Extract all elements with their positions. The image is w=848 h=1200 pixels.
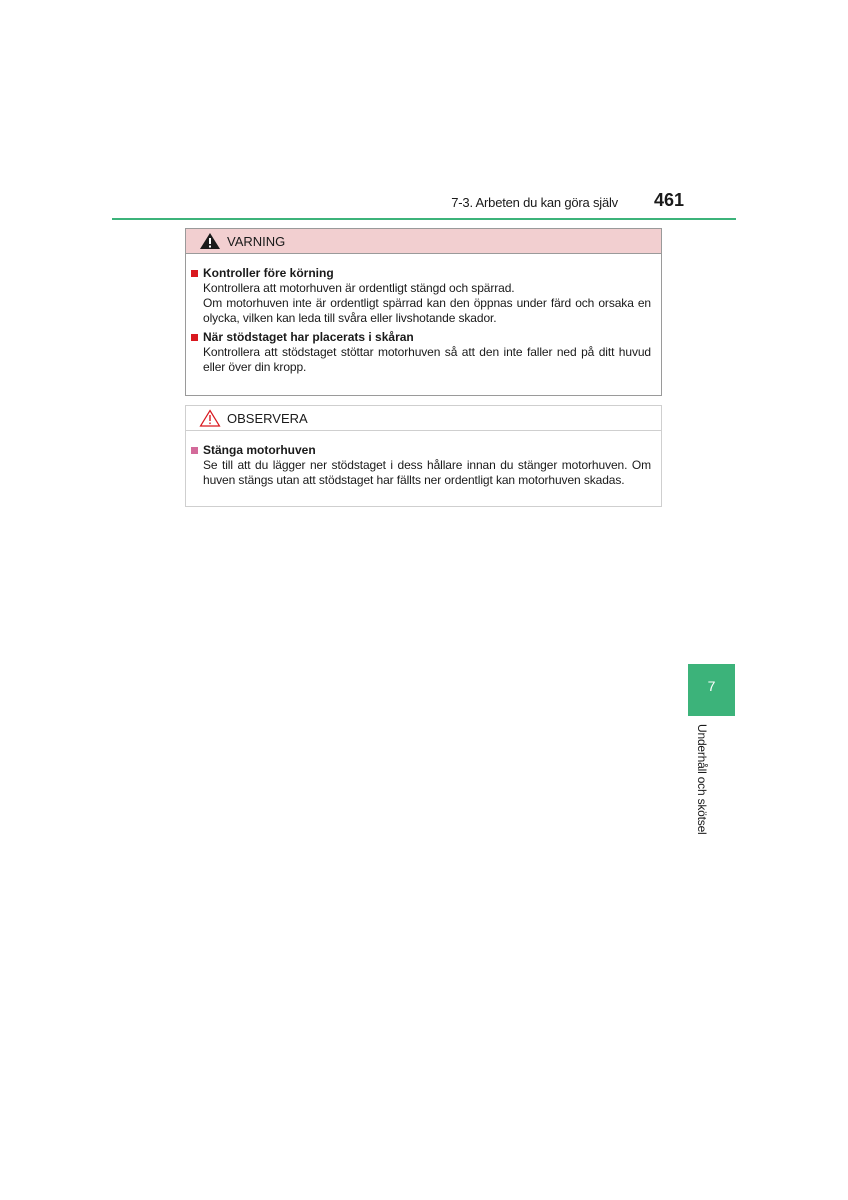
warning-item-heading: När stödstaget har placerats i skåran (203, 330, 414, 344)
page-header (112, 188, 736, 220)
warning-box (185, 228, 662, 396)
chapter-number: 7 (707, 678, 716, 694)
warning-item-text: Kontrollera att stödstaget stöttar motorhuven så att den inte faller ned på ditt huvud eller över din kropp. (203, 345, 651, 374)
warning-item-heading: Kontroller före körning (203, 266, 334, 280)
notice-body (186, 431, 661, 488)
notice-item-heading-row (191, 443, 651, 458)
page-number: 461 (653, 190, 684, 210)
pink-square-bullet-icon (191, 447, 198, 454)
warning-title: VARNING (227, 233, 286, 249)
red-square-bullet-icon (191, 270, 198, 277)
section-title: 7-3. Arbeten du kan göra själv (451, 195, 618, 210)
notice-item (191, 443, 651, 488)
chapter-title: Underhåll och skötsel (695, 724, 709, 835)
warning-item-text: Kontrollera att motorhuven är ordentligt stängd och spärrad. Om motorhuven inte är ordentligt spärrad kan den öppnas under färd och orsaka en olycka, vilken kan leda till svåra eller livshotande skador. (203, 281, 651, 325)
warning-item (191, 330, 651, 375)
warning-header (186, 229, 661, 254)
warning-item-heading-row (191, 266, 651, 281)
red-square-bullet-icon (191, 334, 198, 341)
warning-icon (199, 232, 221, 250)
warning-item-heading-row (191, 330, 651, 345)
warning-body (186, 254, 661, 375)
notice-item-text: Se till att du lägger ner stödstaget i dess hållare innan du stänger motorhuven. Om huven stängs utan att stödstaget har fällts ner ordentligt kan motorhuven skadas. (203, 458, 651, 487)
chapter-tab (688, 664, 735, 716)
notice-item-heading: Stänga motorhuven (203, 443, 316, 457)
caution-outline-icon (199, 409, 221, 427)
notice-title: OBSERVERA (227, 410, 308, 426)
notice-header (186, 406, 661, 431)
notice-box (185, 405, 662, 507)
warning-item (191, 266, 651, 326)
